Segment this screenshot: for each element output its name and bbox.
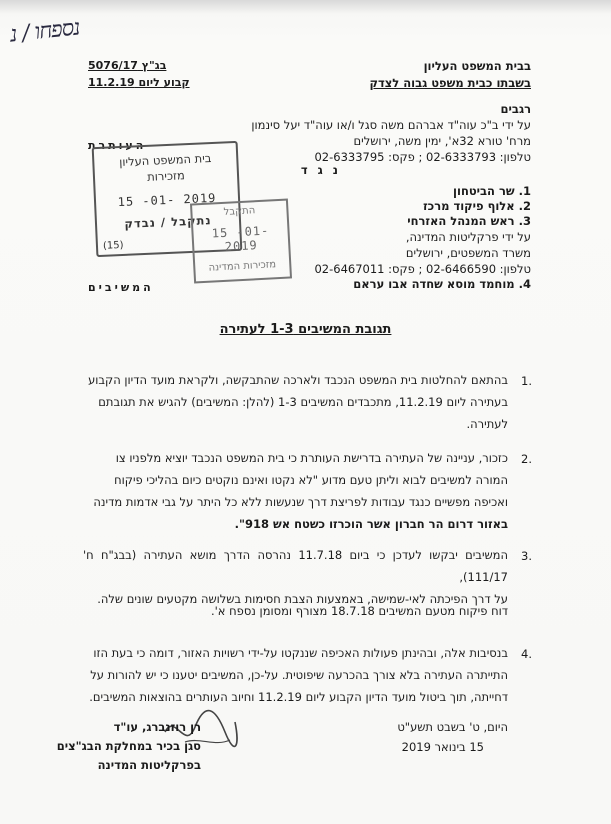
paragraph-1-line: לעתירה. — [466, 417, 508, 431]
paragraph-2 — [83, 447, 508, 535]
petitioner-role: העותרת — [88, 139, 147, 152]
paragraph-1 — [83, 369, 508, 435]
paragraph-3-annex-note: דוח פיקוח מטעם המשיבים 18.7.18 מצורף ומסומן נספח א'. — [210, 604, 508, 618]
court-sitting: בשבתו כבית משפט גבוה לצדק — [369, 76, 531, 90]
respondents-phones: טלפון: 02-6466590 ; פקס: 02-6467011 — [314, 262, 531, 276]
paragraph-4-number: 4. — [521, 647, 532, 661]
respondents-via: על ידי פרקליטות המדינה, — [405, 230, 531, 244]
respondents-ministry: משרד המשפטים, ירושלים — [405, 246, 531, 260]
paragraph-2-line: המורה למשיבים לבוא וליתן טעם מדוע "לא נקטו ואינם נוקטים כיום בהליכי פיקוח — [114, 473, 508, 487]
paragraph-3-line: על דרך הפיכתה לאי-שמישה, באמצעות הצבת חסימות בשלושה מקטעים שונים שלה. — [97, 592, 508, 606]
paragraph-4-line: בנסיבות אלה, ובהינתן פעולות האכיפה שננקטו על-ידי רשויות האזור, דומה כי בעת הזו — [93, 646, 508, 660]
paragraph-2-line: ואכיפה מפשיים כנגד עבודות לפריצת דרך שנעשות ללא כל היתר על גבי אדמות מדינה — [93, 495, 508, 509]
respondent-2: 2. אלוף פיקוד מרכז — [423, 199, 531, 213]
paragraph-1-line: בעתירה ליום 11.2.19, מתכבדים המשיבים 1-3 (להלן: המשיבים) להגיש את תגובתם — [98, 395, 508, 409]
respondent-4: 4. מוחמד מוסא שחדה אבו עראם — [353, 277, 531, 291]
stamp-date: 15 -01- 2019 — [117, 190, 217, 210]
document-title: תגובת המשיבים 1-3 לעתירה — [219, 322, 392, 337]
paragraph-1-line: בהתאם להחלטות בית המשפט הנכבד ולארכה שהתבקשה, ולקראת מועד הדיון הקבוע — [88, 373, 508, 387]
paragraph-3-number: 3. — [521, 549, 532, 563]
case-scheduled-date: קבוע ליום 11.2.19 — [88, 76, 190, 89]
paragraph-2-line: כזכור, עניינה של העתירה בדרישת העותרת כי בית המשפט הנכבד יוציא מלפניו צו — [115, 451, 508, 465]
petitioner-name: רגבים — [500, 102, 531, 116]
signatory-title: סגן בכיר במחלקת הבג"צים — [56, 739, 201, 753]
case-number: בג"ץ 5076/17 — [88, 59, 167, 72]
hebrew-date: היום, ט' בשבט תשע"ט — [397, 720, 508, 734]
secondary-stamp — [190, 198, 292, 283]
paragraph-2-number: 2. — [521, 452, 532, 466]
secondary-stamp-date: 15 -01- 2019 — [211, 223, 270, 254]
paragraph-3 — [83, 544, 508, 610]
paragraph-4-line: דחייתה, תוך ביטול מועד הדיון הקבוע ליום 11.2.19 וחיוב העותרים בהוצאות המשיבים. — [89, 690, 508, 704]
gregorian-date: 15 בינואר 2019 — [401, 740, 484, 754]
paragraph-1-number: 1. — [521, 374, 532, 388]
paragraph-4 — [83, 642, 508, 708]
secondary-stamp-label: התקבל — [223, 205, 256, 218]
secondary-stamp-office: מזכירות המדינה — [208, 259, 277, 274]
petitioner-phones: טלפון: 02-6333793 ; פקס: 02-6333795 — [314, 150, 531, 164]
handwritten-note: נספחו / נ — [8, 15, 81, 48]
court-name: בבית המשפט העליון — [423, 59, 531, 73]
petitioner-address: מרח' טורא 32א', ימין משה, ירושלים — [353, 134, 531, 148]
paragraph-4-line: התייתרה העתירה בלא צורך בהכרעה שיפוטית. על-כן, המשיבים יטענו כי יש להורות על — [90, 668, 508, 682]
respondent-1: 1. שר הביטחון — [453, 184, 531, 198]
respondent-3: 3. ראש המנהל האזרחי — [407, 214, 531, 228]
stamp-tag: (15) — [102, 239, 124, 252]
stamp-court-name: בית המשפט העליון — [118, 151, 212, 170]
versus-label: נ ג ד — [300, 163, 341, 177]
signatory-office: בפרקליטות המדינה — [97, 758, 201, 772]
petitioner-counsel: על ידי ב"כ עוה"ד אברהם משה סגל ו/או עוה"ד יעל סינמון — [251, 118, 531, 132]
respondents-role: המשיבים — [88, 281, 154, 294]
paragraph-2-line: באזור דרום הר חברון אשר הוכרזו כשטח אש 918". — [234, 517, 508, 531]
stamp-registry: מזכירות — [146, 168, 186, 184]
paragraph-3-line: המשיבים יבקשו לעדכן כי ביום 11.7.18 נהרסה הדרך מושא העתירה (בבג"ח ח' 111/17), — [83, 548, 508, 584]
stamp-received-label: נתקבל / נבדק — [124, 213, 212, 231]
signatory-name: רן רוזנברג, עו"ד — [113, 720, 201, 734]
